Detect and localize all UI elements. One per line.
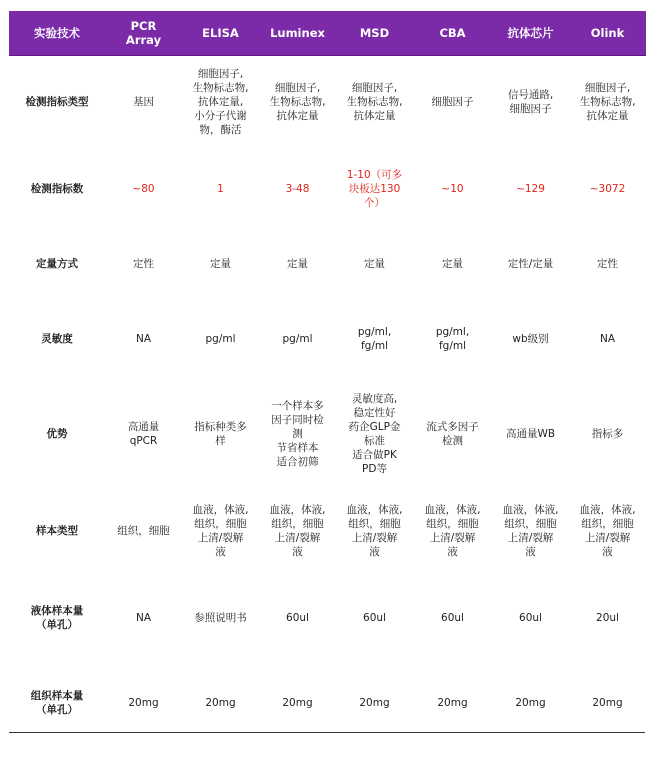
table-cell: 指标多 [591, 428, 624, 440]
table-bottom-rule [9, 732, 645, 733]
table-cell: 一个样本多 因子同时检 测 节省样本 适合初筛 [271, 400, 324, 468]
table-cell: 组织，细胞 [117, 525, 170, 537]
table-cell: 细胞因子, 生物标志物, 抗体定量 [346, 82, 403, 123]
table-cell: 定性 [133, 258, 154, 270]
row-label: 组织样本量 （单孔） [30, 690, 84, 716]
table-cell: ~3072 [589, 183, 626, 195]
table-cell: 血液，体液, 组织，细胞 上清/裂解 液 [192, 504, 249, 558]
table-cell: 定量 [442, 258, 463, 270]
table-cell: 定性 [597, 258, 618, 270]
row-label: 液体样本量 （单孔） [30, 605, 84, 631]
table-row [9, 573, 646, 663]
table-cell: 定量 [287, 258, 308, 270]
table-cell: NA [599, 333, 616, 345]
row-label: 检测指标数 [30, 183, 84, 195]
table-cell: 1 [217, 183, 224, 195]
table-cell: pg/ml [205, 333, 236, 345]
table-row [9, 489, 646, 573]
header-cell-luminex: Luminex [259, 11, 336, 55]
table-cell: 60ul [363, 612, 386, 624]
table-cell: 血液，体液, 组织，细胞 上清/裂解 液 [346, 504, 403, 558]
table-row [9, 229, 646, 299]
table-cell: 基因 [133, 96, 154, 109]
header-cell-olink: Olink [569, 11, 646, 55]
table-cell: 信号通路, 细胞因子 [507, 89, 554, 116]
table-row [9, 379, 646, 489]
table-row [9, 299, 646, 379]
table-cell: ~10 [441, 183, 464, 195]
table-cell: 细胞因子, 生物标志物, 抗体定量, 小分子代谢 物，酶活 [192, 68, 249, 137]
table-cell: 细胞因子 [431, 96, 474, 109]
table-cell: pg/ml [282, 333, 313, 345]
table-cell: 指标种类多 样 [194, 421, 247, 447]
row-label: 检测指标类型 [25, 96, 89, 109]
table-cell: pg/ml, fg/ml [357, 326, 392, 352]
header-row [9, 11, 646, 55]
table-cell: 20mg [205, 697, 236, 709]
table-cell: 细胞因子, 生物标志物, 抗体定量 [579, 82, 636, 123]
table-cell: ~129 [516, 183, 545, 195]
table-cell: 细胞因子, 生物标志物, 抗体定量 [269, 82, 326, 123]
table-cell: 参照说明书 [194, 612, 247, 624]
table-cell: 血液，体液, 组织，细胞 上清/裂解 液 [579, 504, 636, 558]
table-cell: 60ul [519, 612, 542, 624]
table-cell: 高通量 qPCR [127, 421, 160, 447]
comparison-table-wrapper [9, 11, 645, 743]
table-cell: pg/ml, fg/ml [435, 326, 470, 352]
header-cell-antibody-array: 抗体芯片 [492, 11, 569, 55]
table-cell: 1-10（可多 块板达130 个） [346, 169, 403, 209]
table-cell: 20ul [596, 612, 619, 624]
row-label: 定量方式 [36, 258, 78, 270]
table-cell: 20mg [437, 697, 468, 709]
table-cell: 定量 [364, 258, 385, 270]
table-cell: 血液，体液, 组织，细胞 上清/裂解 液 [502, 504, 559, 558]
technology-comparison-table [9, 11, 646, 743]
table-cell: 定性/定量 [507, 258, 554, 270]
header-cell-pcr-array: PCR Array [105, 11, 182, 55]
table-cell: 高通量WB [505, 428, 556, 440]
table-cell: 60ul [286, 612, 309, 624]
table-cell: 定量 [210, 258, 231, 270]
header-cell-cba: CBA [413, 11, 492, 55]
table-cell: ~80 [132, 183, 155, 195]
table-cell: 20mg [515, 697, 546, 709]
row-label: 优势 [46, 428, 68, 440]
table-cell: wb级别 [512, 333, 549, 345]
table-cell: 60ul [441, 612, 464, 624]
table-row [9, 663, 646, 743]
table-cell: 20mg [128, 697, 159, 709]
header-cell-elisa: ELISA [182, 11, 259, 55]
table-cell: 20mg [282, 697, 313, 709]
table-cell: NA [135, 333, 152, 345]
row-label: 灵敏度 [41, 333, 73, 345]
table-cell: 20mg [592, 697, 623, 709]
table-cell: NA [135, 612, 152, 624]
table-cell: 流式多因子 检测 [426, 421, 479, 447]
row-label: 样本类型 [36, 525, 78, 537]
table-cell: 3-48 [285, 183, 310, 195]
header-cell-technique: 实验技术 [9, 11, 105, 55]
table-cell: 血液，体液, 组织，细胞 上清/裂解 液 [424, 504, 481, 558]
table-cell: 20mg [359, 697, 390, 709]
header-cell-msd: MSD [336, 11, 413, 55]
table-row [9, 55, 646, 149]
table-cell: 血液，体液, 组织，细胞 上清/裂解 液 [269, 504, 326, 558]
table-row [9, 149, 646, 229]
table-cell: 灵敏度高, 稳定性好 药企GLP金 标准 适合做PK PD等 [348, 393, 401, 475]
